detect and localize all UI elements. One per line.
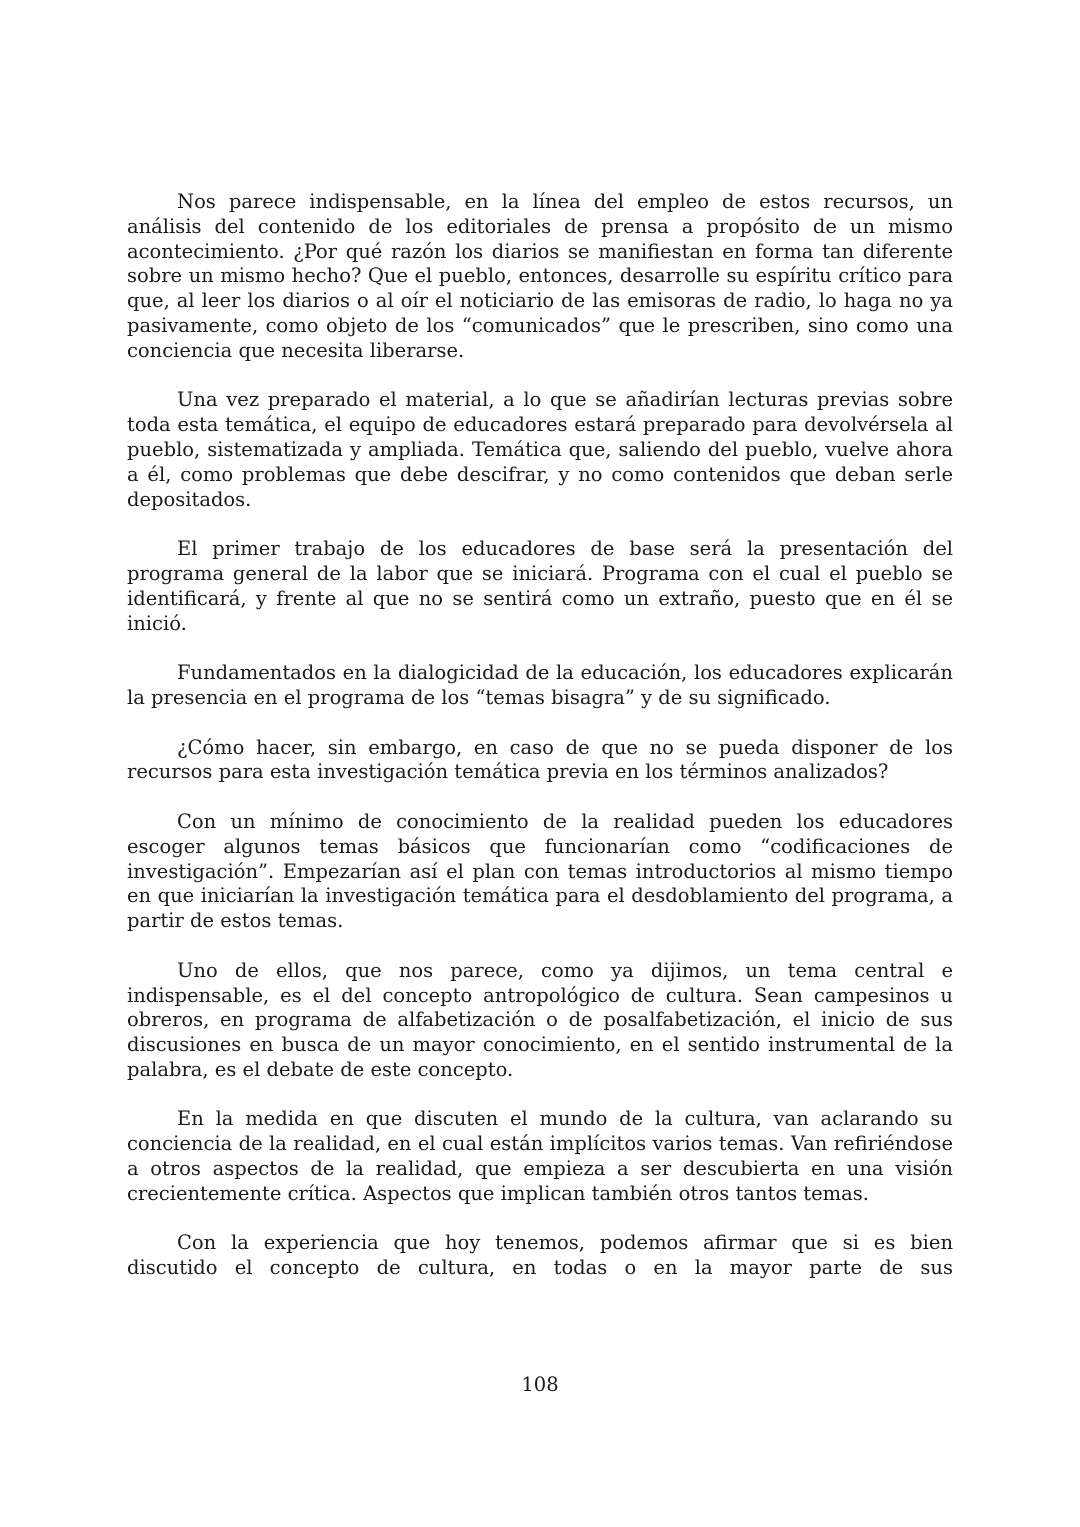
paragraph-8: En la medida en que discuten el mundo de la cultura, van aclarando su conciencia de la realidad, en el cual están implícitos varios temas. Van refiriéndose a otros aspectos de la realidad, que empieza a ser descubierta en una visión crecientemente crítica. Aspectos que implican también otros tantos temas. bbox=[127, 1107, 953, 1205]
paragraph-5: ¿Cómo hacer, sin embargo, en caso de que no se pueda disponer de los recursos para esta investigación temática previa en los términos analizados? bbox=[127, 735, 953, 784]
paragraph-2: Una vez preparado el material, a lo que se añadirían lecturas previas sobre toda esta temática, el equipo de educadores estará preparado para devolvérsela al pueblo, sistematizada y ampliada. Temática que, saliendo del pueblo, vuelve ahora a él, como problemas que debe descifrar, y no como contenidos que deban serle depositados. bbox=[127, 388, 953, 511]
paragraph-9: Con la experiencia que hoy tenemos, podemos afirmar que si es bien discutido el concepto de cultura, en todas o en la mayor parte de sus bbox=[127, 1231, 953, 1280]
paragraph-4: Fundamentados en la dialogicidad de la educación, los educadores explicarán la presencia en el programa de los “temas bisagra” y de su significado. bbox=[127, 661, 953, 709]
paragraph-1: Nos parece indispensable, en la línea del empleo de estos recursos, un análisis del contenido de los editoriales de prensa a propósito de un mismo acontecimiento. ¿Por qué razón los diarios se manifiestan en forma tan diferente sobre un mismo hecho? Que el pueblo, entonces, desarrolle su espíritu crítico para que, al leer los diarios o al oír el noticiario de las emisoras de radio, lo haga no ya pasivamente, como objeto de los “comunicados” que le prescriben, sino como una conciencia que necesita liberarse. bbox=[127, 190, 953, 362]
page-number: 108 bbox=[521, 1373, 559, 1396]
body-text bbox=[127, 190, 953, 1281]
paragraph-6: Con un mínimo de conocimiento de la realidad pueden los educadores escoger algunos temas básicos que funcionarían como “codificaciones de investigación”. Empezarían así el plan con temas introductorios al mismo tiempo en que iniciarían la investigación temática para el desdoblamiento del programa, a partir de estos temas. bbox=[127, 809, 953, 933]
paragraph-7: Uno de ellos, que nos parece, como ya dijimos, un tema central e indispensable, es el del concepto antropológico de cultura. Sean campesinos u obreros, en programa de alfabetización o de posalfabetización, el inicio de sus discusiones en busca de un mayor conocimiento, en el sentido instrumental de la palabra, es el debate de este concepto. bbox=[127, 958, 953, 1081]
paragraph-3: El primer trabajo de los educadores de base será la presentación del programa general de la labor que se iniciará. Programa con el cual el pueblo se identificará, y frente al que no se sentirá como un extraño, puesto que en él se inició. bbox=[127, 537, 953, 635]
